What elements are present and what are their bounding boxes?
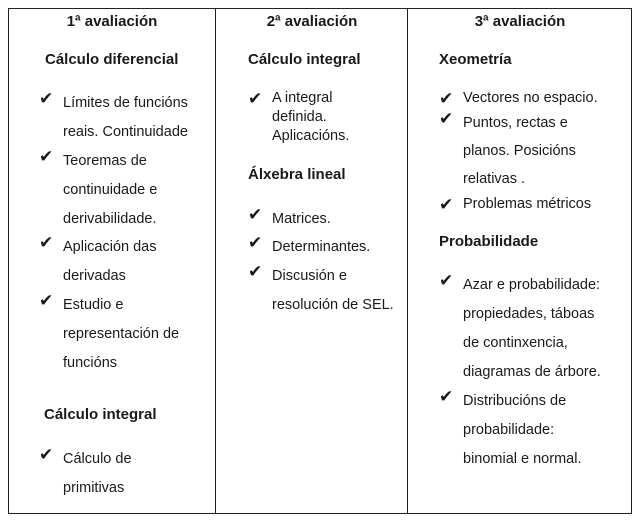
checkmark-icon: ✔ (39, 89, 54, 108)
checkmark-icon: ✔ (248, 262, 263, 281)
column-1: 1ª avaliación Cálculo diferencial ✔ Límites de funcións reais. Continuidade ✔ Teoremas de continuidade e derivabilidade. ✔ Aplicación das derivadas ✔ Estudio e representación de funcións Cálculo integral ✔ Cálculo de primitivas (9, 9, 215, 513)
section-title: Álxebra lineal (248, 166, 346, 183)
section-title: Cálculo diferencial (45, 51, 179, 68)
checkmark-icon: ✔ (248, 233, 263, 252)
checkmark-icon: ✔ (39, 147, 54, 166)
checkmark-icon: ✔ (248, 205, 263, 224)
section-title: Cálculo integral (248, 51, 361, 68)
checkmark-icon: ✔ (39, 233, 54, 252)
checkmark-icon: ✔ (439, 89, 454, 108)
column-header: 1ª avaliación (66, 13, 158, 30)
checkmark-icon: ✔ (39, 445, 54, 464)
column-header: 3ª avaliación (474, 13, 566, 30)
checkmark-icon: ✔ (248, 89, 263, 108)
column-header: 2ª avaliación (266, 13, 358, 30)
checkmark-icon: ✔ (39, 291, 54, 310)
checkmark-icon: ✔ (439, 387, 454, 406)
section-title: Xeometría (439, 51, 512, 68)
checkmark-icon: ✔ (439, 109, 454, 128)
checkmark-icon: ✔ (439, 195, 454, 214)
section-title: Cálculo integral (44, 406, 157, 423)
column-3: 3ª avaliación Xeometría ✔ Vectores no espacio. ✔ Puntos, rectas e planos. Posicións relativas . ✔ Problemas métricos Probabilidade ✔ Azar e probabilidade: propiedades, táboas de continxencia, diagramas de árbore. ✔ Distribucións de probabilidade: binomial e normal. (407, 9, 632, 513)
checkmark-icon: ✔ (439, 271, 454, 290)
column-2: 2ª avaliación Cálculo integral ✔ A integral definida. Aplicacións. Álxebra lineal ✔ Matrices. ✔ Determinantes. ✔ Discusión e resolución de SEL. (215, 9, 408, 513)
syllabus-table (8, 8, 632, 514)
section-title: Probabilidade (439, 233, 539, 250)
